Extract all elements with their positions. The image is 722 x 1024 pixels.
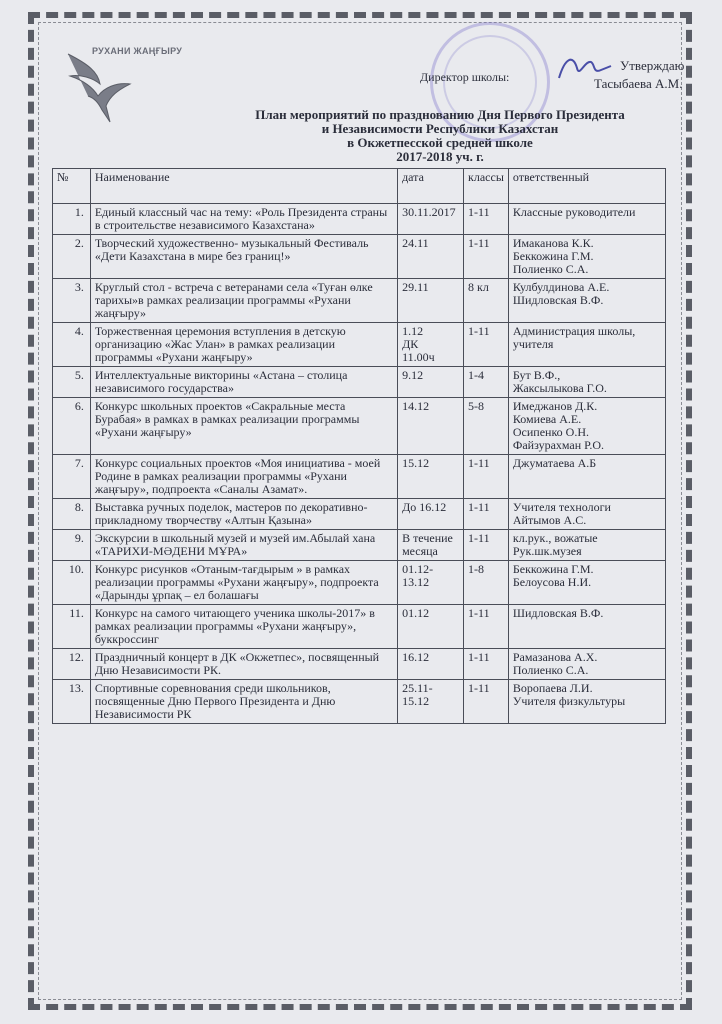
event-responsible: Имаканова К.К. Беккожина Г.М. Полиенко С.А.: [508, 235, 665, 279]
column-header-name: Наименование: [90, 169, 397, 204]
event-classes: 1-11: [464, 455, 509, 499]
event-date: 1.12 ДК 11.00ч: [398, 323, 464, 367]
bird-logo-icon: [58, 44, 148, 124]
column-header-classes: классы: [464, 169, 509, 204]
event-name: Творческий художественно- музыкальный Фестиваль «Дети Казахстана в мире без границ!»: [90, 235, 397, 279]
row-number: 6.: [53, 398, 91, 455]
event-date: 25.11- 15.12: [398, 680, 464, 724]
table-header-row: [53, 169, 666, 204]
table-row: [53, 605, 666, 649]
table-row: [53, 649, 666, 680]
event-classes: 1-11: [464, 530, 509, 561]
row-number: 3.: [53, 279, 91, 323]
approve-name: Тасыбаева А.М.: [594, 76, 683, 91]
table-row: [53, 499, 666, 530]
row-number: 9.: [53, 530, 91, 561]
row-number: 7.: [53, 455, 91, 499]
table-row: [53, 204, 666, 235]
event-date: 24.11: [398, 235, 464, 279]
table-row: [53, 235, 666, 279]
approve-label: Утверждаю: [620, 58, 685, 73]
row-number: 1.: [53, 204, 91, 235]
event-name: Спортивные соревнования среди школьников, посвященные Дню Первого Президента и Дню Независимости РК: [90, 680, 397, 724]
event-name: Интеллектуальные викторины «Астана – столица независимого государства»: [90, 367, 397, 398]
table-row: [53, 367, 666, 398]
event-date: В течение месяца: [398, 530, 464, 561]
table-row: [53, 279, 666, 323]
event-date: 01.12- 13.12: [398, 561, 464, 605]
row-number: 10.: [53, 561, 91, 605]
event-responsible: Воропаева Л.И. Учителя физкультуры: [508, 680, 665, 724]
event-name: Выставка ручных поделок, мастеров по декоративно-прикладному творчеству «Алтын Қазына»: [90, 499, 397, 530]
table-row: [53, 323, 666, 367]
table-row: [53, 561, 666, 605]
column-header-date: дата: [398, 169, 464, 204]
event-classes: 8 кл: [464, 279, 509, 323]
event-responsible: Имеджанов Д.К. Комиева А.Е. Осипенко О.Н. Файзурахман Р.О.: [508, 398, 665, 455]
event-name: Единый классный час на тему: «Роль Президента страны в строительстве независимого Казахстана»: [90, 204, 397, 235]
row-number: 11.: [53, 605, 91, 649]
event-date: 16.12: [398, 649, 464, 680]
event-responsible: Шидловская В.Ф.: [508, 605, 665, 649]
event-responsible: Администрация школы, учителя: [508, 323, 665, 367]
event-responsible: кл.рук., вожатые Рук.шк.музея: [508, 530, 665, 561]
event-date: 01.12: [398, 605, 464, 649]
event-classes: 1-11: [464, 235, 509, 279]
event-name: Праздничный концерт в ДК «Окжетпес», посвященный Дню Независимости РК.: [90, 649, 397, 680]
title-line: и Независимости Республики Казахстан: [321, 121, 559, 136]
event-responsible: Классные руководители: [508, 204, 665, 235]
event-date: 15.12: [398, 455, 464, 499]
event-classes: 1-11: [464, 605, 509, 649]
row-number: 13.: [53, 680, 91, 724]
event-name: Конкурс на самого читающего ученика школы-2017» в рамках реализации программы «Рухани жаңғыру», буккроссинг: [90, 605, 397, 649]
title-line: в Окжетпесской средней школе: [347, 135, 533, 150]
event-responsible: Кулбулдинова А.Е. Шидловская В.Ф.: [508, 279, 665, 323]
event-classes: 1-11: [464, 680, 509, 724]
row-number: 2.: [53, 235, 91, 279]
event-date: 14.12: [398, 398, 464, 455]
event-name: Конкурс школьных проектов «Сакральные места Бурабая» в рамках в рамках реализации программы «Рухани жаңғыру»: [90, 398, 397, 455]
title-line: 2017-2018 уч. г.: [396, 149, 484, 164]
event-date: До 16.12: [398, 499, 464, 530]
director-label: Директор школы:: [420, 70, 510, 84]
event-name: Конкурс социальных проектов «Моя инициатива - моей Родине в рамках реализации программы «Рухани жаңғыру», подпроекта «Саналы Азамат».: [90, 455, 397, 499]
row-number: 4.: [53, 323, 91, 367]
row-number: 8.: [53, 499, 91, 530]
event-responsible: Учителя технологи Айтымов А.С.: [508, 499, 665, 530]
event-classes: 1-11: [464, 499, 509, 530]
event-responsible: Джуматаева А.Б: [508, 455, 665, 499]
title-line: План мероприятий по празднованию Дня Первого Президента: [255, 107, 625, 122]
column-header-responsible: ответственный: [508, 169, 665, 204]
event-classes: 1-8: [464, 561, 509, 605]
event-responsible: Беккожина Г.М. Белоусова Н.И.: [508, 561, 665, 605]
event-name: Конкурс рисунков «Отаным-тағдырым » в рамках реализации программы «Рухани жаңғыру», подпроекта «Дарынды ұрпақ – ел болашағы: [90, 561, 397, 605]
row-number: 5.: [53, 367, 91, 398]
events-table: [52, 168, 666, 724]
logo-text: РУХАНИ ЖАҢҒЫРУ: [92, 46, 183, 56]
table-row: [53, 398, 666, 455]
event-responsible: Рамазанова А.Х. Полиенко С.А.: [508, 649, 665, 680]
table-row: [53, 455, 666, 499]
event-classes: 1-11: [464, 323, 509, 367]
event-classes: 5-8: [464, 398, 509, 455]
event-date: 30.11.2017: [398, 204, 464, 235]
event-classes: 1-11: [464, 649, 509, 680]
event-name: Экскурсии в школьный музей и музей им.Абылай хана «ТАРИХИ-МӘДЕНИ МҰРА»: [90, 530, 397, 561]
event-date: 9.12: [398, 367, 464, 398]
table-row: [53, 680, 666, 724]
event-date: 29.11: [398, 279, 464, 323]
document-title: [200, 108, 680, 164]
column-header-number: №: [53, 169, 91, 204]
event-responsible: Бут В.Ф., Жаксылыкова Г.О.: [508, 367, 665, 398]
table-row: [53, 530, 666, 561]
row-number: 12.: [53, 649, 91, 680]
event-name: Круглый стол - встреча с ветеранами села «Туған өлке тарихы»в рамках реализации программы «Рухани жаңғыру»: [90, 279, 397, 323]
event-classes: 1-4: [464, 367, 509, 398]
event-name: Торжественная церемония вступления в детскую организацию «Жас Улан» в рамках реализации программы «Рухани жаңғыру»: [90, 323, 397, 367]
event-classes: 1-11: [464, 204, 509, 235]
